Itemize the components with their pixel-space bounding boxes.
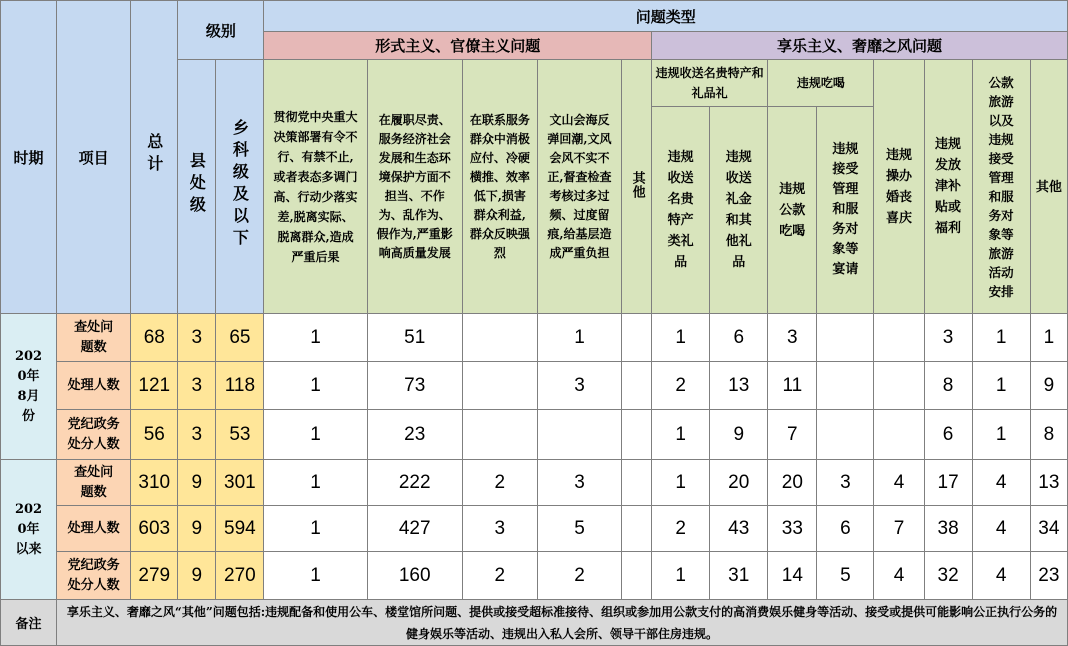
value-cell: 6 — [733, 326, 745, 348]
value-cell: 43 — [728, 517, 750, 539]
value-cell: 13 — [1038, 471, 1060, 493]
table-row — [1, 362, 1068, 410]
value-cell: 1 — [675, 423, 686, 445]
formalism-col-4-header: 文山会海反弹回潮,文风会风不实不正,督查检查考核过多过频、过度留痕,给基层造成严重负担 — [537, 60, 621, 314]
town-cell: 301 — [216, 460, 264, 506]
gift-2-header: 违规收送礼金和其他礼品 — [710, 107, 768, 314]
value-cell: 3 — [942, 326, 954, 348]
value-cell: 1 — [675, 471, 686, 493]
value-cell: 1 — [995, 423, 1007, 445]
value-cell: 6 — [840, 517, 851, 539]
hedonism-header: 享乐主义、奢靡之风问题 — [652, 32, 1068, 60]
value-cell: 23 — [1038, 564, 1060, 586]
value-cell: 2 — [494, 564, 506, 586]
formalism-header: 形式主义、官僚主义问题 — [264, 32, 652, 60]
period-header: 时期 — [1, 1, 57, 314]
formalism-other-header: 其他 — [622, 60, 652, 314]
township-level-header: 乡科级及以下 — [216, 60, 264, 314]
eating-2-header: 违规接受管理和服务对象等宴请 — [817, 107, 874, 314]
value-cell: 222 — [398, 471, 431, 493]
allowance-header: 违规发放津补贴或福利 — [924, 60, 972, 314]
value-cell: 14 — [781, 564, 803, 586]
value-cell: 1 — [310, 517, 321, 539]
formalism-col-1-header: 贯彻党中央重大决策部署有令不行、有禁不止,或者表态多调门高、行动少落实差,脱离实际、脱离群众,造成严重后果 — [264, 60, 367, 314]
value-cell: 1 — [995, 374, 1007, 396]
value-cell: 1 — [995, 326, 1007, 348]
total-cell: 121 — [131, 362, 178, 410]
hedonism-other-header: 其他 — [1030, 60, 1067, 314]
value-cell: 9 — [733, 423, 745, 445]
note-label: 备注 — [1, 600, 57, 646]
row-label: 查处问题数 — [57, 460, 131, 506]
value-cell: 23 — [404, 423, 426, 445]
value-cell: 31 — [728, 564, 750, 586]
formalism-col-3-header: 在联系服务群众中消极应付、冷硬横推、效率低下,损害群众利益,群众反映强烈 — [462, 60, 537, 314]
note-row — [1, 600, 1068, 646]
town-cell: 118 — [216, 362, 264, 410]
value-cell: 3 — [787, 326, 798, 348]
value-cell: 4 — [995, 564, 1007, 586]
town-cell: 53 — [216, 410, 264, 460]
county-cell: 9 — [178, 460, 216, 506]
value-cell: 2 — [494, 471, 506, 493]
value-cell: 17 — [937, 471, 959, 493]
town-cell: 594 — [216, 506, 264, 552]
value-cell: 160 — [398, 564, 431, 586]
total-cell: 56 — [131, 410, 178, 460]
table-row — [1, 460, 1068, 506]
table-row — [1, 410, 1068, 460]
wedding-funeral-header: 违规操办婚丧喜庆 — [874, 60, 924, 314]
value-cell: 1 — [675, 326, 686, 348]
problem-type-header: 问题类型 — [264, 1, 1068, 32]
total-cell: 279 — [131, 552, 178, 600]
county-level-header: 县处级 — [178, 60, 216, 314]
value-cell: 4 — [893, 471, 905, 493]
value-cell: 2 — [675, 517, 686, 539]
total-header: 总计 — [131, 1, 178, 314]
value-cell: 1 — [574, 326, 585, 348]
eating-1-header: 违规公款吃喝 — [768, 107, 817, 314]
row-label: 党纪政务处分人数 — [57, 410, 131, 460]
value-cell: 2 — [675, 374, 686, 396]
value-cell: 20 — [728, 471, 750, 493]
value-cell: 1 — [310, 423, 321, 445]
value-cell: 3 — [840, 471, 851, 493]
value-cell: 51 — [404, 326, 426, 348]
value-cell: 3 — [574, 374, 585, 396]
value-cell: 7 — [787, 423, 798, 445]
gift-group-header: 违规收送名贵特产和礼品礼 — [652, 60, 768, 107]
town-cell: 270 — [216, 552, 264, 600]
county-cell: 9 — [178, 552, 216, 600]
value-cell: 427 — [398, 517, 431, 539]
town-cell: 65 — [216, 314, 264, 362]
value-cell: 2 — [574, 564, 585, 586]
value-cell: 4 — [995, 471, 1007, 493]
travel-header: 公款旅游以及违规接受管理和服务对象等旅游活动安排 — [972, 60, 1030, 314]
value-cell: 11 — [782, 374, 803, 396]
row-label: 处理人数 — [57, 362, 131, 410]
value-cell: 5 — [840, 564, 851, 586]
total-cell: 68 — [131, 314, 178, 362]
value-cell: 1 — [1043, 326, 1055, 348]
value-cell: 4 — [995, 517, 1007, 539]
table-row — [1, 552, 1068, 600]
level-header: 级别 — [178, 1, 264, 60]
county-cell: 3 — [178, 410, 216, 460]
value-cell: 1 — [310, 374, 321, 396]
value-cell: 73 — [404, 374, 426, 396]
row-label: 查处问题数 — [57, 314, 131, 362]
value-cell: 3 — [574, 471, 585, 493]
total-cell: 603 — [131, 506, 178, 552]
value-cell: 4 — [893, 564, 905, 586]
item-header: 项目 — [57, 1, 131, 314]
value-cell: 34 — [1038, 517, 1060, 539]
value-cell: 1 — [675, 564, 686, 586]
county-cell: 3 — [178, 314, 216, 362]
period-cell: 2020年8月份 — [1, 314, 57, 460]
value-cell: 38 — [937, 517, 959, 539]
value-cell: 5 — [574, 517, 585, 539]
table-row — [1, 314, 1068, 362]
table-row — [1, 506, 1068, 552]
county-cell: 3 — [178, 362, 216, 410]
county-cell: 9 — [178, 506, 216, 552]
formalism-col-2-header: 在履职尽责、服务经济社会发展和生态环境保护方面不担当、不作为、乱作为、假作为,严重影响高质量发展 — [367, 60, 462, 314]
value-cell: 1 — [310, 564, 321, 586]
value-cell: 9 — [1043, 374, 1055, 396]
value-cell: 7 — [893, 517, 905, 539]
value-cell: 20 — [781, 471, 803, 493]
row-label: 党纪政务处分人数 — [57, 552, 131, 600]
period-cell: 2020年以来 — [1, 460, 57, 600]
value-cell: 13 — [728, 374, 750, 396]
gift-1-header: 违规收送名贵特产类礼品 — [652, 107, 710, 314]
eating-group-header: 违规吃喝 — [768, 60, 874, 107]
total-cell: 310 — [131, 460, 178, 506]
value-cell: 8 — [1043, 423, 1055, 445]
row-label: 处理人数 — [57, 506, 131, 552]
value-cell: 3 — [494, 517, 506, 539]
value-cell: 32 — [937, 564, 959, 586]
note-text: 享乐主义、奢靡之风“其他”问题包括:违规配备和使用公车、楼堂馆所问题、提供或接受超标准接待、组织或参加用公款支付的高消费娱乐健身等活动、接受或提供可能影响公正执行公务的健身娱乐等活动、违规出入私人会所、领导干部住房违规。 — [57, 600, 1068, 646]
value-cell: 1 — [310, 326, 321, 348]
value-cell: 33 — [781, 517, 803, 539]
value-cell: 1 — [310, 471, 321, 493]
value-cell: 6 — [942, 423, 954, 445]
value-cell: 8 — [942, 374, 954, 396]
